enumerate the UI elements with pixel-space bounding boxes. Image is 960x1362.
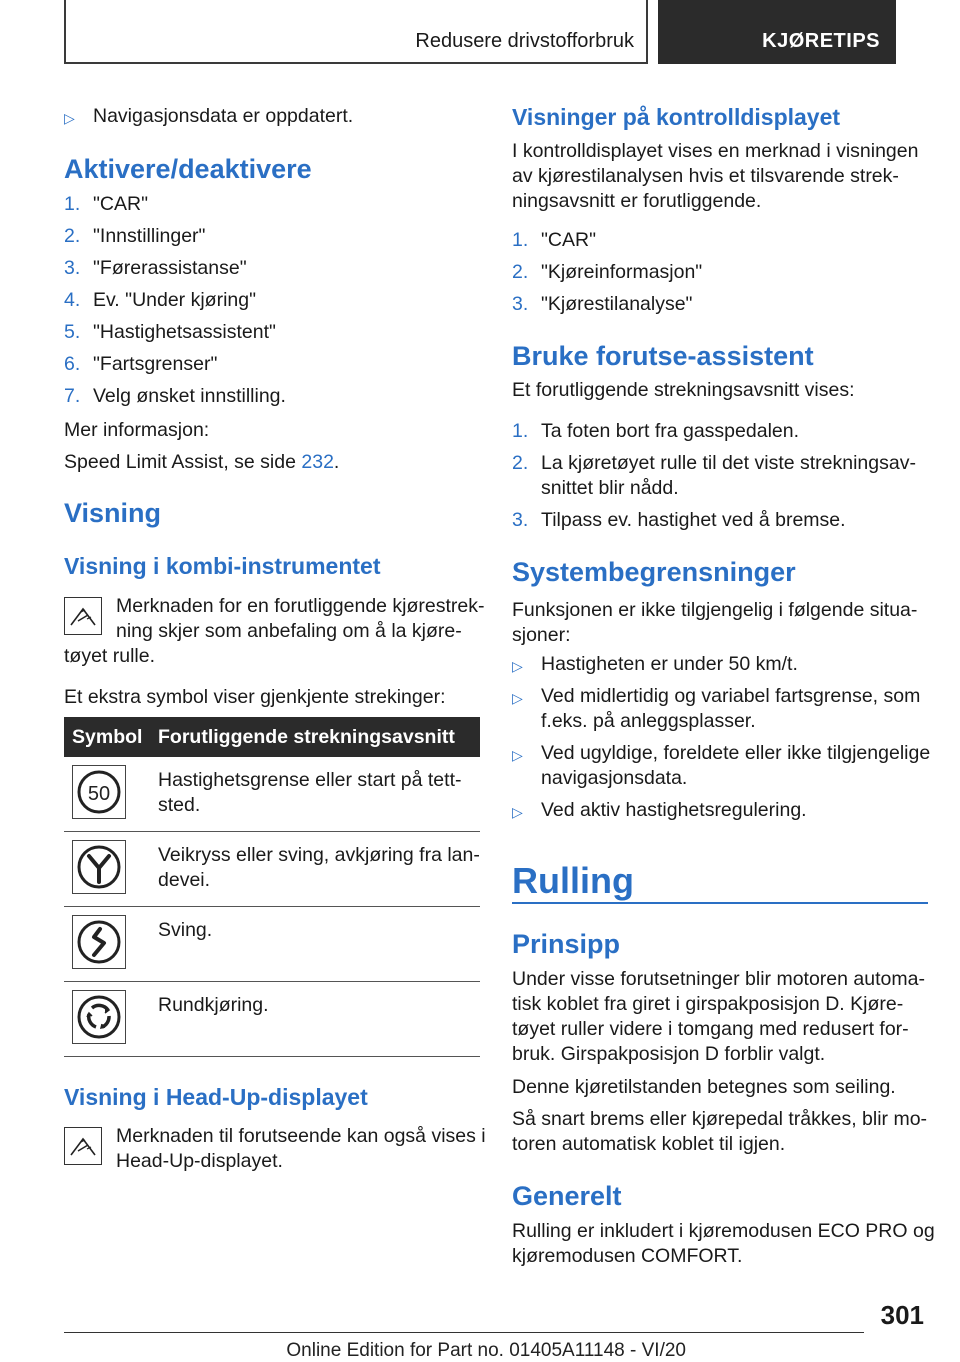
header-section-box: [64, 0, 648, 64]
table-row-symbol: [72, 990, 126, 1044]
more-info-label: Mer informasjon:: [64, 419, 210, 441]
triangle-bullet-icon: ▷: [512, 804, 523, 820]
svg-text:50: 50: [87, 783, 111, 805]
header-section-title: Redusere drivstofforbruk: [415, 30, 634, 52]
heading-general: Generelt: [512, 1181, 622, 1211]
road-notice-icon: [69, 1135, 97, 1157]
footer-edition: Online Edition for Part no. 01405A11148 - VI/20: [286, 1340, 686, 1361]
road-notice-icon: [69, 605, 97, 627]
speed-limit-50-icon: [76, 769, 122, 815]
triangle-bullet-icon: ▷: [512, 690, 523, 706]
table-header: [64, 717, 480, 757]
heading-activate: Aktivere/deaktivere: [64, 154, 312, 184]
heading-display: Visning: [64, 498, 162, 528]
table-row: Rundkjøring.: [158, 994, 269, 1016]
speed-limit-reference: Speed Limit Assist, se side 232.: [64, 451, 340, 473]
table-row: Hastighetsgrense eller start på tett- sted.: [158, 769, 462, 816]
header-chapter-title: KJØRETIPS: [762, 30, 880, 52]
table-row-symbol: [72, 915, 126, 969]
heading-rolling: Rulling: [512, 860, 634, 901]
table-col-symbol: Symbol: [72, 726, 143, 748]
notice-box: [64, 1127, 102, 1165]
curve-icon: [76, 919, 122, 965]
page-number: 301: [880, 1300, 924, 1330]
heading-hud: Visning i Head-Up-displayet: [64, 1084, 368, 1110]
extra-symbol-text: Et ekstra symbol viser gjenkjente strekinger:: [64, 686, 446, 708]
junction-icon: [76, 844, 122, 890]
roundabout-icon: [76, 994, 122, 1040]
page-link[interactable]: 232: [301, 451, 334, 473]
heading-use-assistant: Bruke forutse-assistent: [512, 341, 814, 371]
table-divider: [64, 906, 480, 907]
triangle-bullet-icon: ▷: [512, 658, 523, 674]
table-divider: [64, 1056, 480, 1057]
header-chapter-tab: [658, 0, 896, 64]
heading-control-display: Visninger på kontrolldisplayet: [512, 104, 841, 130]
table-row-symbol: [72, 765, 126, 819]
triangle-bullet-icon: ▷: [64, 110, 75, 126]
heading-rule: [512, 902, 928, 904]
table-row: Veikryss eller sving, avkjøring fra lan- devei.: [158, 844, 480, 891]
heading-principle: Prinsipp: [512, 929, 621, 959]
notice-box: [64, 597, 102, 635]
table-col-section: Forutliggende strekningsavsnitt: [158, 726, 455, 748]
heading-limits: Systembegrensninger: [512, 557, 796, 587]
table-divider: [64, 831, 480, 832]
heading-kombi: Visning i kombi-instrumentet: [64, 553, 381, 579]
triangle-bullet-icon: ▷: [512, 747, 523, 763]
footer-rule: [64, 1332, 864, 1333]
table-row-symbol: [72, 840, 126, 894]
table-row: Sving.: [158, 919, 213, 941]
table-divider: [64, 981, 480, 982]
